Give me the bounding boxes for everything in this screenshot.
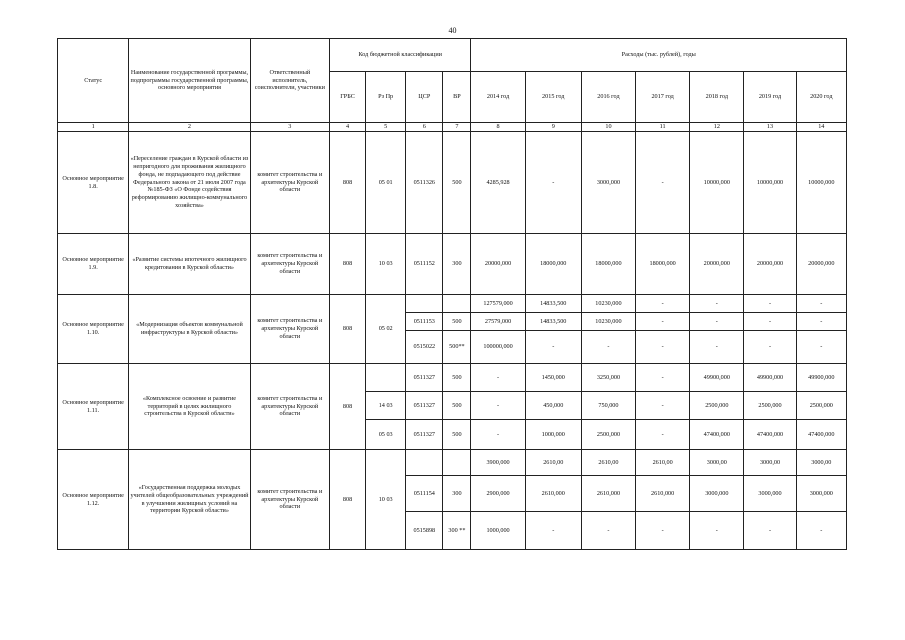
value-cell: 47400,000 (690, 420, 744, 450)
value-cell: 10000,000 (690, 132, 744, 234)
value-cell: - (636, 364, 690, 392)
value-cell: 10230,000 (581, 313, 635, 331)
measure-name-cell: «Переселение граждан в Курской области из непригодного для проживания жилищного фонда, не подпадающего под действие Федерального закона от 21 июля 2007 года №185-ФЗ «О Фонде содействия реформированию жилищно-коммунального хозяйства» (129, 132, 250, 234)
value-cell: - (636, 313, 690, 331)
value-cell: 3000,000 (690, 476, 744, 512)
csr-cell: 0511326 (406, 132, 443, 234)
header-year: 2019 год (744, 72, 796, 123)
header-rzpr: Рз Пр (366, 72, 406, 123)
vr-cell: 500 (443, 420, 471, 450)
value-cell: 49900,000 (744, 364, 796, 392)
value-cell: 18000,000 (636, 234, 690, 295)
value-cell: - (636, 132, 690, 234)
value-cell: 47400,000 (744, 420, 796, 450)
vr-cell: 300 ** (443, 512, 471, 550)
column-number: 7 (443, 123, 471, 132)
column-number: 11 (636, 123, 690, 132)
measure-name-cell: «Модернизация объектов коммунальной инфраструктуры в Курской области» (129, 295, 250, 364)
value-cell: 18000,000 (581, 234, 635, 295)
column-number: 6 (406, 123, 443, 132)
header-name: Наименование государственной программы, подпрограммы государственной программы, основного мероприятия (129, 39, 250, 123)
value-cell: 1000,000 (525, 420, 581, 450)
value-cell: 2610,000 (581, 476, 635, 512)
header-year: 2015 год (525, 72, 581, 123)
measure-name-cell: «Государственная поддержка молодых учителей общеобразовательных учреждений в улучшении жилищных условий на территории Курской области» (129, 450, 250, 550)
column-number: 9 (525, 123, 581, 132)
value-cell: 10000,000 (796, 132, 846, 234)
rzpr-cell: 05 02 (366, 295, 406, 364)
csr-cell: 0511152 (406, 234, 443, 295)
status-cell: Основное мероприятие 1.12. (58, 450, 129, 550)
measure-name-cell: «Развитие системы ипотечного жилищного кредитования в Курской области» (129, 234, 250, 295)
value-cell: 20000,000 (744, 234, 796, 295)
column-number: 1 (58, 123, 129, 132)
value-cell: 3250,000 (581, 364, 635, 392)
executor-cell: комитет строительства и архитектуры Курской области (250, 450, 329, 550)
value-cell: - (636, 512, 690, 550)
value-cell: 3000,000 (581, 132, 635, 234)
value-cell: 4285,928 (471, 132, 525, 234)
header-grbs: ГРБС (329, 72, 365, 123)
rzpr-cell: 05 01 (366, 132, 406, 234)
value-cell: 27579,000 (471, 313, 525, 331)
value-cell: 450,000 (525, 392, 581, 420)
value-cell: 49900,000 (690, 364, 744, 392)
column-number: 4 (329, 123, 365, 132)
header-year: 2016 год (581, 72, 635, 123)
value-cell: 2610,00 (525, 450, 581, 476)
table-row (58, 132, 847, 234)
value-cell: - (744, 295, 796, 313)
csr-cell: 0515898 (406, 512, 443, 550)
value-cell: 3000,00 (744, 450, 796, 476)
value-cell: 3900,000 (471, 450, 525, 476)
vr-cell: 500 (443, 313, 471, 331)
header-budget-code: Код бюджетной классификации (329, 39, 470, 72)
vr-cell: 500 (443, 364, 471, 392)
csr-cell: 0511153 (406, 313, 443, 331)
measure-name-cell: «Комплексное освоение и развитие территорий в целях жилищного строительства в Курской области» (129, 364, 250, 450)
value-cell: - (636, 420, 690, 450)
value-cell: 2500,000 (581, 420, 635, 450)
value-cell: 3000,000 (744, 476, 796, 512)
csr-cell: 0511327 (406, 392, 443, 420)
value-cell: 20000,000 (690, 234, 744, 295)
vr-cell: 300 (443, 234, 471, 295)
vr-cell (443, 450, 471, 476)
table-row (58, 450, 847, 476)
value-cell: 2500,000 (690, 392, 744, 420)
header-year: 2018 год (690, 72, 744, 123)
value-cell: - (525, 512, 581, 550)
column-number: 3 (250, 123, 329, 132)
value-cell: 47400,000 (796, 420, 846, 450)
table-row (58, 234, 847, 295)
value-cell: - (690, 313, 744, 331)
header-year: 2014 год (471, 72, 525, 123)
value-cell: - (471, 364, 525, 392)
value-cell: 127579,000 (471, 295, 525, 313)
status-cell: Основное мероприятие 1.11. (58, 364, 129, 450)
header-csr: ЦСР (406, 72, 443, 123)
rzpr-cell: 14 03 (366, 392, 406, 420)
value-cell: 750,000 (581, 392, 635, 420)
value-cell: - (690, 512, 744, 550)
value-cell: 2610,00 (581, 450, 635, 476)
rzpr-cell: 10 03 (366, 450, 406, 550)
csr-cell: 0515022 (406, 331, 443, 364)
value-cell: 1450,000 (525, 364, 581, 392)
vr-cell: 300 (443, 476, 471, 512)
value-cell: 2610,000 (636, 476, 690, 512)
header-status: Статус (58, 39, 129, 123)
value-cell: 100000,000 (471, 331, 525, 364)
value-cell: - (525, 331, 581, 364)
header-vr: ВР (443, 72, 471, 123)
grbs-cell: 808 (329, 132, 365, 234)
header-expenses: Расходы (тыс. рублей), годы (471, 39, 847, 72)
grbs-cell: 808 (329, 295, 365, 364)
grbs-cell: 808 (329, 234, 365, 295)
executor-cell: комитет строительства и архитектуры Курской области (250, 364, 329, 450)
column-number: 12 (690, 123, 744, 132)
value-cell: 14833,500 (525, 295, 581, 313)
value-cell: 10000,000 (744, 132, 796, 234)
value-cell: - (581, 331, 635, 364)
csr-cell: 0511327 (406, 364, 443, 392)
rzpr-cell: 05 03 (366, 420, 406, 450)
value-cell: 2900,000 (471, 476, 525, 512)
value-cell: - (796, 295, 846, 313)
value-cell: 20000,000 (471, 234, 525, 295)
value-cell: 20000,000 (796, 234, 846, 295)
status-cell: Основное мероприятие 1.10. (58, 295, 129, 364)
value-cell: - (636, 331, 690, 364)
value-cell: - (471, 420, 525, 450)
csr-cell (406, 295, 443, 313)
value-cell: 2500,000 (796, 392, 846, 420)
vr-cell: 500 (443, 392, 471, 420)
value-cell: - (581, 512, 635, 550)
executor-cell: комитет строительства и архитектуры Курской области (250, 132, 329, 234)
header-year: 2017 год (636, 72, 690, 123)
value-cell: - (744, 313, 796, 331)
value-cell: 18000,000 (525, 234, 581, 295)
grbs-cell: 808 (329, 450, 365, 550)
value-cell: 2610,000 (525, 476, 581, 512)
value-cell: - (796, 313, 846, 331)
column-number: 10 (581, 123, 635, 132)
table-row (58, 295, 847, 313)
value-cell: 3000,000 (796, 476, 846, 512)
vr-cell: 500** (443, 331, 471, 364)
table-row (58, 364, 847, 392)
status-cell: Основное мероприятие 1.8. (58, 132, 129, 234)
value-cell: 3000,00 (690, 450, 744, 476)
csr-cell: 0511327 (406, 420, 443, 450)
header-executor: Ответственный исполнитель, соисполнители, участники (250, 39, 329, 123)
vr-cell: 500 (443, 132, 471, 234)
column-number: 5 (366, 123, 406, 132)
value-cell: 1000,000 (471, 512, 525, 550)
vr-cell (443, 295, 471, 313)
executor-cell: комитет строительства и архитектуры Курской области (250, 234, 329, 295)
value-cell: 14833,500 (525, 313, 581, 331)
value-cell: 2500,000 (744, 392, 796, 420)
value-cell: 10230,000 (581, 295, 635, 313)
budget-table (57, 38, 847, 550)
column-number: 14 (796, 123, 846, 132)
rzpr-cell: 10 03 (366, 234, 406, 295)
column-numbers-row (58, 123, 847, 132)
csr-cell: 0511154 (406, 476, 443, 512)
value-cell: - (636, 295, 690, 313)
csr-cell (406, 450, 443, 476)
column-number: 13 (744, 123, 796, 132)
rzpr-cell (366, 364, 406, 392)
header-row-1 (58, 39, 847, 72)
value-cell: 49900,000 (796, 364, 846, 392)
value-cell: - (744, 331, 796, 364)
column-number: 2 (129, 123, 250, 132)
grbs-cell: 808 (329, 364, 365, 450)
value-cell: - (471, 392, 525, 420)
value-cell: - (796, 331, 846, 364)
value-cell: - (690, 295, 744, 313)
executor-cell: комитет строительства и архитектуры Курской области (250, 295, 329, 364)
header-year: 2020 год (796, 72, 846, 123)
value-cell: - (796, 512, 846, 550)
value-cell: 3000,00 (796, 450, 846, 476)
value-cell: - (525, 132, 581, 234)
value-cell: 2610,00 (636, 450, 690, 476)
status-cell: Основное мероприятие 1.9. (58, 234, 129, 295)
value-cell: - (636, 392, 690, 420)
page-number: 40 (448, 26, 457, 35)
value-cell: - (690, 331, 744, 364)
value-cell: - (744, 512, 796, 550)
column-number: 8 (471, 123, 525, 132)
